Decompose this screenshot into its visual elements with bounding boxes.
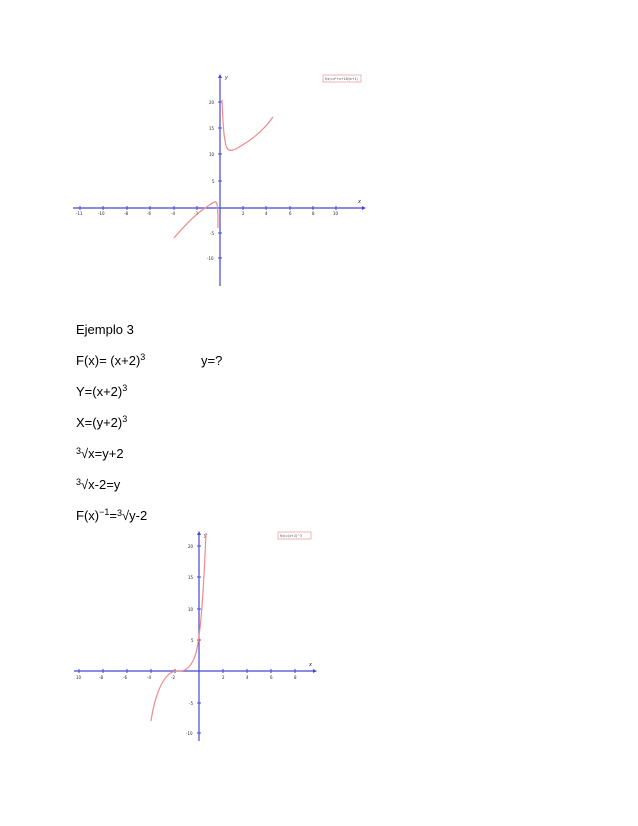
x-tick-label: 2 — [242, 211, 245, 216]
graph-2-x-letter: x — [309, 662, 312, 668]
x-tick-label: -2 — [171, 675, 175, 680]
graph-1-y-letter: y — [225, 75, 228, 81]
line-4-text: √x=y+2 — [81, 446, 124, 461]
line-2-exponent: 3 — [122, 383, 128, 393]
y-tick-label: 15 — [188, 575, 194, 580]
graph-1 — [70, 70, 370, 288]
y-tick-label: 5 — [191, 638, 194, 643]
x-tick-label: -8 — [99, 675, 103, 680]
graph-2-svg — [70, 525, 320, 745]
x-tick-label: 6 — [270, 675, 273, 680]
y-tick-label: -5 — [210, 231, 214, 236]
x-tick-label: -4 — [147, 675, 151, 680]
graph-1-y-arrow-icon — [218, 74, 222, 78]
graph-2-legend: f(x)=(x+2)^3 — [280, 534, 302, 538]
x-tick-label: -2 — [194, 211, 198, 216]
y-tick-label: -10 — [186, 731, 193, 736]
graph-2-y-letter: y — [204, 533, 207, 539]
y-tick-label: 15 — [209, 126, 215, 131]
line-6-equals: = — [109, 508, 117, 523]
line-3-text: X=(y+2) — [76, 415, 123, 430]
line-1-left: F(x)= (x+2) — [76, 353, 141, 368]
y-tick-label: 10 — [188, 607, 194, 612]
y-tick-label: 20 — [188, 544, 194, 549]
example-line-1-right: y=? — [201, 353, 223, 368]
y-tick-label: 20 — [209, 100, 215, 105]
example-line-6 — [76, 508, 147, 523]
graph-2-x-arrow-icon — [313, 669, 317, 673]
graph-1-x-letter: x — [358, 199, 361, 205]
example-heading: Ejemplo 3 — [76, 322, 134, 337]
line-2-text: Y=(x+2) — [76, 384, 123, 399]
x-tick-label: -6 — [123, 675, 127, 680]
graph-1-legend: f(x)=x³+x+16/(x+1) — [325, 77, 358, 81]
line-6-func: F(x) — [76, 508, 100, 523]
line-3-exponent: 3 — [122, 414, 128, 424]
graph-1-svg — [70, 70, 370, 288]
x-tick-label: 2 — [222, 675, 225, 680]
example-line-5 — [76, 477, 120, 492]
x-tick-label: 8 — [312, 211, 315, 216]
y-tick-label: -5 — [189, 701, 193, 706]
x-tick-label: 4 — [246, 675, 249, 680]
line-6-root: √y-2 — [121, 508, 148, 523]
x-tick-label: -8 — [124, 211, 128, 216]
example-line-2 — [76, 384, 127, 399]
x-tick-label: -6 — [147, 211, 151, 216]
x-tick-label: -4 — [171, 211, 175, 216]
line-6-exponent: −1 — [99, 507, 110, 517]
example-line-1 — [76, 353, 145, 368]
graph-1-curve-right — [222, 100, 273, 150]
y-tick-label: 10 — [209, 152, 215, 157]
example-line-3 — [76, 415, 127, 430]
x-tick-label: 6 — [289, 211, 292, 216]
graph-2-curve — [151, 533, 206, 721]
x-tick-label: -11 — [76, 211, 83, 216]
line-1-exponent: 3 — [140, 352, 146, 362]
x-tick-label: 10 — [76, 675, 82, 680]
y-tick-label: 5 — [212, 179, 215, 184]
graph-2-y-arrow-icon — [197, 531, 201, 535]
graph-2 — [70, 525, 320, 745]
line-5-root-index: 3 — [76, 477, 82, 487]
x-tick-label: 8 — [294, 675, 297, 680]
graph-1-x-arrow-icon — [362, 206, 366, 210]
x-tick-label: -10 — [98, 211, 105, 216]
line-4-root-index: 3 — [76, 446, 82, 456]
x-tick-label: 4 — [265, 211, 268, 216]
line-5-text: √x-2=y — [81, 477, 121, 492]
x-tick-label: 10 — [333, 211, 339, 216]
example-line-4 — [76, 446, 124, 461]
line-6-root-index: 3 — [116, 508, 122, 518]
y-tick-label: -10 — [207, 256, 214, 261]
